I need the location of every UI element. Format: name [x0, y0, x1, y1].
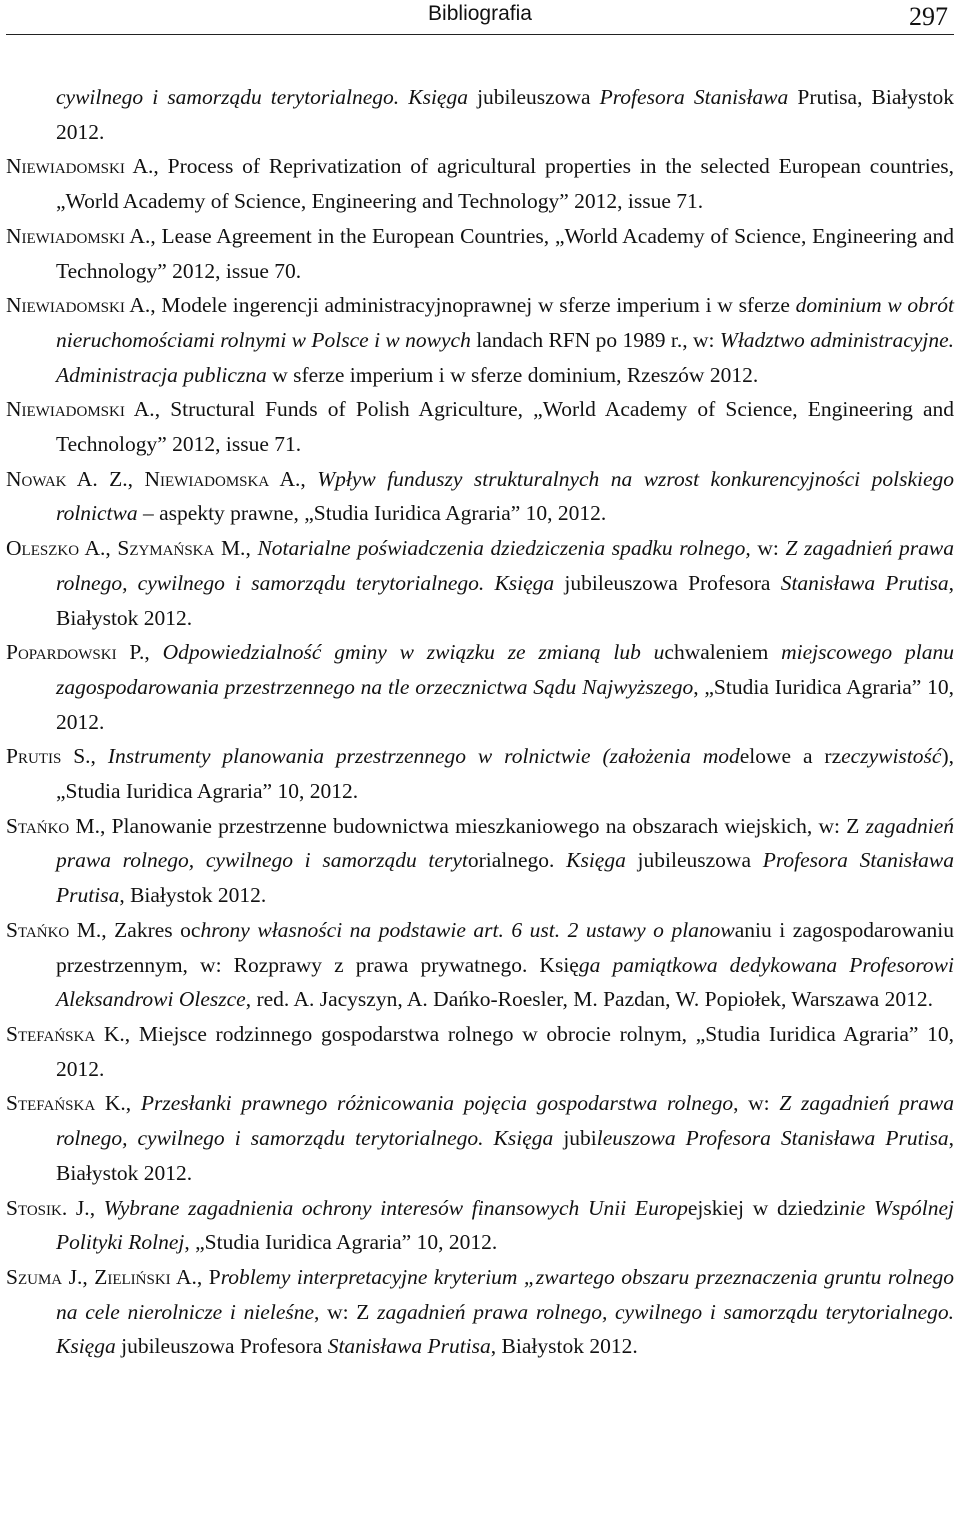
- italic-text: eczywistość: [841, 744, 942, 769]
- italic-text: Władztwo administracyjne. Administracja publiczna: [56, 327, 955, 387]
- italic-text: nie Wspólnej Polityki Rolnej: [56, 1195, 955, 1255]
- entry-text: jubi: [553, 1126, 597, 1151]
- author-name: Niewiadomski A.: [6, 223, 151, 248]
- author-name: Niewiadomski A.: [6, 397, 155, 422]
- author-name: Niewiadomska A.: [144, 466, 301, 491]
- entry-text: , Zakres oc: [101, 917, 201, 942]
- entry-text: , Process of Reprivatization of agricultural properties in the selected European countries, „World Academy of Science, Engineering and Technology” 2012, issue 71.: [56, 154, 954, 214]
- bibliography-entry: [6, 913, 954, 1017]
- running-header: [6, 0, 954, 35]
- bibliography-entry: [6, 80, 954, 149]
- entry-text: ,: [105, 536, 118, 561]
- entry-text: , Białystok 2012.: [56, 570, 954, 630]
- bibliography-entry: [6, 1191, 954, 1260]
- entry-text: ), „Studia Iuridica Agraria” 10, 2012.: [56, 744, 954, 804]
- entry-text: ,: [125, 1091, 141, 1116]
- italic-text: Notarialne poświadczenia dziedziczenia spadku rolnego,: [257, 536, 751, 561]
- entry-text: aniu i zagospodarowaniu przestrzennym, w: Rozprawy z prawa prywatnego. Księ: [56, 917, 954, 977]
- italic-text: leuszowa Profesora Stanisława Prutisa: [596, 1126, 949, 1151]
- italic-text: Wpływ funduszy strukturalnych na wzrost konkurencyjności polskiego rolnictwa –: [56, 466, 955, 526]
- entry-text: ,: [90, 744, 108, 769]
- entry-text: jubileuszowa Profesora: [554, 570, 781, 595]
- entry-text: , w: Z: [314, 1299, 378, 1324]
- bibliography-entry: [6, 219, 954, 288]
- italic-text: Wybrane zagadnienia ochrony interesów finansowych Unii Europ: [103, 1195, 688, 1220]
- author-name: Stańko M.: [6, 917, 102, 942]
- bibliography-entry: [6, 1086, 954, 1190]
- entry-text: , Structural Funds of Polish Agriculture, „World Academy of Science, Engineering and Technology” 2012, issue 71.: [56, 397, 954, 457]
- entry-text: ,: [89, 1195, 104, 1220]
- bibliography-list: [6, 80, 954, 1364]
- entry-text: ,: [300, 466, 318, 491]
- entry-text: ,: [144, 640, 163, 665]
- entry-text: Prutisa, Białystok 2012.: [56, 85, 954, 144]
- italic-text: Instrumenty planowania przestrzennego w rolnictwie (założenia mod: [107, 744, 740, 769]
- italic-text: dominium w obrót nieruchomościami rolnymi w Polsce i w nowych: [56, 293, 954, 352]
- page-number: 297: [909, 2, 948, 31]
- entry-text: , Białystok 2012.: [119, 883, 267, 908]
- entry-text: , red. A. Jacyszyn, A. Dańko-Roesler, M. Pazdan, W. Popiołek, Warszawa 2012.: [245, 987, 933, 1012]
- entry-text: , „Studia Iuridica Agraria” 10, 2012.: [56, 674, 954, 734]
- author-name: Niewiadomski A.: [6, 154, 154, 179]
- entry-text: ,: [245, 536, 258, 561]
- entry-text: w sferze imperium i w sferze dominium, Rzeszów 2012.: [266, 362, 759, 387]
- bibliography-entry: [6, 462, 954, 531]
- author-name: Oleszko A.: [6, 536, 106, 561]
- italic-text: zagadnień prawa rolnego, cywilnego i samorządu terytorialnego. Księga: [56, 1299, 954, 1359]
- author-name: Niewiadomski A.: [6, 293, 151, 318]
- author-name: Stefańska K.: [6, 1021, 125, 1046]
- italic-text: Przesłanki prawnego różnicowania pojęcia gospodarstwa rolnego: [140, 1091, 734, 1116]
- entry-text: elowe a rz: [739, 744, 842, 769]
- author-name: Stosik. J.: [6, 1195, 90, 1220]
- italic-text: Profesora Stanisława Prutisa: [56, 848, 954, 908]
- italic-text: roblemy interpretacyjne kryterium „zwartego obszaru przeznaczenia gruntu rolnego na cele nierolnicze i nieleśne: [56, 1264, 955, 1324]
- author-name: Prutis S.: [6, 744, 91, 769]
- bibliography-entry: [6, 1017, 954, 1086]
- entry-text: orialnego.: [467, 848, 567, 873]
- author-name: Szymańska M.: [117, 536, 246, 561]
- author-name: Szuma J.: [6, 1264, 83, 1289]
- running-title: Bibliografia: [428, 2, 532, 25]
- bibliography-entry: [6, 809, 954, 913]
- entry-text: , Lease Agreement in the European Countries, „World Academy of Science, Engineering and Technology” 2012, issue 70.: [56, 223, 955, 283]
- entry-text: , Planowanie przestrzenne budownictwa mieszkaniowego na obszarach wiejskich, w: Z: [99, 813, 866, 838]
- entry-text: ejskiej w dziedzi: [687, 1195, 840, 1220]
- author-name: Stefańska K.: [6, 1091, 126, 1116]
- italic-text: Z zagadnień prawa rolnego, cywilnego i samorządu terytorialnego. Księga: [56, 1091, 954, 1151]
- author-name: Popardowski P.: [6, 640, 145, 665]
- bibliography-entry: [6, 149, 954, 218]
- italic-text: zagadnień prawa rolnego, cywilnego i samorządu teryt: [56, 813, 954, 873]
- author-name: Stańko M.: [6, 813, 100, 838]
- bibliography-entry: [6, 739, 954, 808]
- entry-text: , Białystok 2012.: [490, 1334, 638, 1359]
- italic-text: ga pamiątkowa dedykowana Profesorowi Aleksandrowi Oleszce: [56, 952, 954, 1012]
- author-name: Zieliński A.: [94, 1264, 197, 1289]
- entry-text: landach RFN po 1989 r., w:: [470, 327, 720, 352]
- entry-text: ,: [82, 1264, 95, 1289]
- entry-text: w:: [750, 536, 786, 561]
- italic-text: cywilnego i samorządu terytorialnego. Księga: [56, 85, 468, 109]
- bibliography-entry: [6, 392, 954, 461]
- entry-text: jubileuszowa Profesora: [115, 1334, 328, 1359]
- bibliography-entry: [6, 635, 954, 739]
- entry-text: aspekty prawne, „Studia Iuridica Agraria” 10, 2012.: [159, 501, 607, 526]
- italic-text: Księga: [566, 848, 626, 873]
- italic-text: Odpowiedzialność gminy w związku ze zmianą lub u: [162, 640, 665, 665]
- italic-text: Stanisława Prutisa: [780, 570, 949, 595]
- bibliography-entry: [6, 1260, 954, 1364]
- entry-text: jubileuszowa: [467, 85, 600, 109]
- entry-text: chwaleniem: [664, 640, 782, 665]
- entry-text: , „Studia Iuridica Agraria” 10, 2012.: [184, 1230, 498, 1255]
- bibliography-entry: [6, 288, 954, 392]
- author-name: Nowak A. Z.: [6, 466, 128, 491]
- italic-text: miejscowego planu zagospodarowania przestrzennego na tle orzecznictwa Sądu Najwyższego: [56, 640, 954, 699]
- entry-text: jubileuszowa: [625, 848, 763, 873]
- entry-text: ,: [127, 466, 145, 491]
- entry-text: , Miejsce rodzinnego gospodarstwa rolnego w obrocie rolnym, „Studia Iuridica Agraria” 10, 2012.: [56, 1021, 954, 1081]
- italic-text: Profesora Stanisława: [599, 85, 789, 109]
- italic-text: hrony własności na podstawie art. 6 ust. 2 ustawy o planow: [200, 917, 735, 942]
- bibliography-entry: [6, 531, 954, 635]
- entry-text: , Białystok 2012.: [56, 1126, 955, 1185]
- entry-text: , w:: [733, 1091, 780, 1116]
- italic-text: Stanisława Prutisa: [327, 1334, 491, 1359]
- italic-text: Z zagadnień prawa rolnego, cywilnego i samorządu terytorialnego. Księga: [56, 536, 955, 595]
- entry-text: , P: [196, 1264, 221, 1289]
- entry-text: , Modele ingerencji administracyjnoprawnej w sferze imperium i w sferze: [150, 293, 796, 318]
